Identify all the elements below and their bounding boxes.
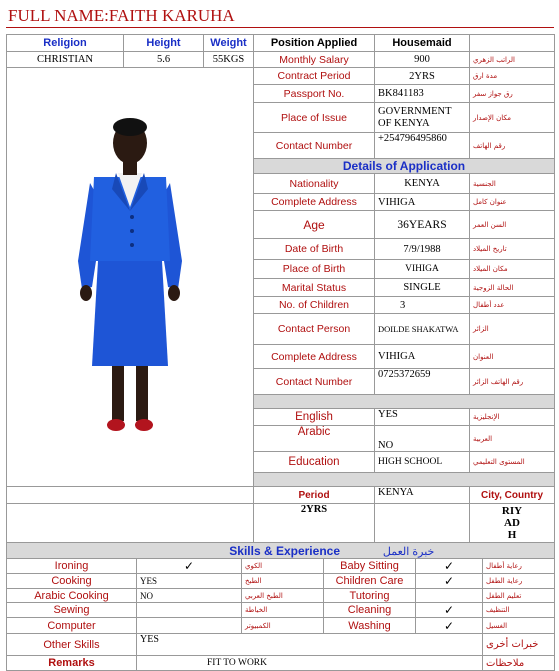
skill-cooking-ar: الطبخ [242,574,324,589]
salary-value: 900 [375,52,470,68]
full-name-title: FULL NAME:FAITH KARUHA [6,6,554,28]
children-value: 3 [375,297,470,314]
education-ar: المستوى التعليمي [470,452,555,473]
skill-tutoring-value [416,589,483,603]
nationality-label: Nationality [254,174,375,194]
skill-ironing-label: Ironing [7,559,137,574]
contact-person-number-label: Contact Number [254,369,375,395]
age-value: 36YEARS [375,211,470,239]
marital-status-value: SINGLE [375,279,470,297]
experience-period: 2YRS [254,504,375,543]
education-value: HIGH SCHOOL [375,452,470,473]
experience-country: KENYA [375,487,470,504]
skill-cleaning-label: Cleaning [324,603,416,618]
age-label: Age [254,211,375,239]
religion-header: Religion [7,35,124,52]
skill-babysitting-label: Baby Sitting [324,559,416,574]
contract-period-ar: مدة ارق [470,68,555,85]
skill-computer-ar: الكمبيوتر [242,618,324,634]
skill-computer-label: Computer [7,618,137,634]
place-of-issue-value: GOVERNMENT OF KENYA [375,103,470,133]
skill-childcare-label: Children Care [324,574,416,589]
marital-status-label: Marital Status [254,279,375,297]
skill-arabic-cooking-value: NO [137,589,242,603]
period-header: Period [254,487,375,504]
details-header: Details of Application [254,159,555,174]
skill-arabic-cooking-ar: الطبخ العربي [242,589,324,603]
remarks-ar: ملاحظات [483,656,555,671]
skill-babysitting-value: ✓ [416,559,483,574]
education-label: Education [254,452,375,473]
weight-value: 55KGS [204,52,254,68]
remarks-value: FIT TO WORK [137,656,483,671]
skill-sewing-ar: الخياطة [242,603,324,618]
arabic-ar: العربية [470,426,555,452]
dob-label: Date of Birth [254,239,375,260]
contact-person-label: Contact Person [254,314,375,345]
skill-cleaning-ar: التنظيف [483,603,555,618]
pob-label: Place of Birth [254,260,375,279]
skill-cooking-label: Cooking [7,574,137,589]
applicant-photo [7,68,254,487]
contact-address-ar: العنوان [470,345,555,369]
passport-no-label: Passport No. [254,85,375,103]
skill-babysitting-ar: رعاية أطفال [483,559,555,574]
contract-period-label: Contract Period [254,68,375,85]
skill-washing-label: Washing [324,618,416,634]
skill-washing-value: ✓ [416,618,483,634]
contact-number-label: Contact Number [254,133,375,159]
children-ar: عدد أطفال [470,297,555,314]
skills-header: Skills & Experience [229,543,340,558]
remarks-label: Remarks [7,656,137,671]
contact-person-number-value: 0725372659 [375,369,470,395]
english-value: YES [375,409,470,426]
children-label: No. of Children [254,297,375,314]
place-of-issue-ar: مكان الإصدار [470,103,555,133]
marital-status-ar: الحالة الزوجية [470,279,555,297]
skill-childcare-value: ✓ [416,574,483,589]
nationality-value: KENYA [375,174,470,194]
skill-cooking-value: YES [137,574,242,589]
city-country-header: City, Country [470,487,555,504]
height-header: Height [124,35,204,52]
position-header: Position Applied [254,35,375,52]
contact-number-ar: رقم الهاتف [470,133,555,159]
age-ar: السن العمر [470,211,555,239]
pob-value: VIHIGA [375,260,470,279]
salary-ar: الراتب الزهري [470,52,555,68]
skill-tutoring-label: Tutoring [324,589,416,603]
skill-computer-value [137,618,242,634]
dob-ar: تاريخ الميلاد [470,239,555,260]
skills-header-ar: خبرة العمل [382,545,435,558]
dob-value: 7/9/1988 [375,239,470,260]
skills-table [6,542,555,671]
contact-person-number-ar: رقم الهاتف الزائر [470,369,555,395]
skill-cleaning-value: ✓ [416,603,483,618]
address-label: Complete Address [254,194,375,211]
contact-address-label: Complete Address [254,345,375,369]
passport-no-ar: رق جواز سفر [470,85,555,103]
nationality-ar: الجنسية [470,174,555,194]
skill-washing-ar: الغسيل [483,618,555,634]
english-ar: الإنجليزية [470,409,555,426]
skill-ironing-value: ✓ [137,559,242,574]
other-skills-label: Other Skills [7,634,137,656]
experience-city: RIYADH [470,504,555,543]
religion-value: CHRISTIAN [7,52,124,68]
english-label: English [254,409,375,426]
address-ar: عنوان كامل [470,194,555,211]
application-form [6,34,554,671]
skill-sewing-label: Sewing [7,603,137,618]
weight-header: Weight [204,35,254,52]
position-value: Housemaid [375,35,470,52]
arabic-value: NO [375,426,470,452]
salary-label: Monthly Salary [254,52,375,68]
contact-person-ar: الزائر [470,314,555,345]
other-skills-ar: خبرات أخرى [483,634,555,656]
passport-no-value: BK841183 [375,85,470,103]
height-value: 5.6 [124,52,204,68]
contact-number-value: +254796495860 [375,133,470,159]
applicant-portrait-icon [60,111,200,441]
contract-period-value: 2YRS [375,68,470,85]
arabic-label: Arabic [254,426,375,452]
place-of-issue-label: Place of Issue [254,103,375,133]
biodata-table [6,34,555,543]
contact-address-value: VIHIGA [375,345,470,369]
skill-sewing-value [137,603,242,618]
skill-childcare-ar: رعاية الطفل [483,574,555,589]
other-skills-value: YES [137,634,483,656]
contact-person-value: DOILDE SHAKATWA [375,314,470,345]
skill-ironing-ar: الكوي [242,559,324,574]
address-value: VIHIGA [375,194,470,211]
skill-arabic-cooking-label: Arabic Cooking [7,589,137,603]
pob-ar: مكان الميلاد [470,260,555,279]
skill-tutoring-ar: تعليم الطفل [483,589,555,603]
